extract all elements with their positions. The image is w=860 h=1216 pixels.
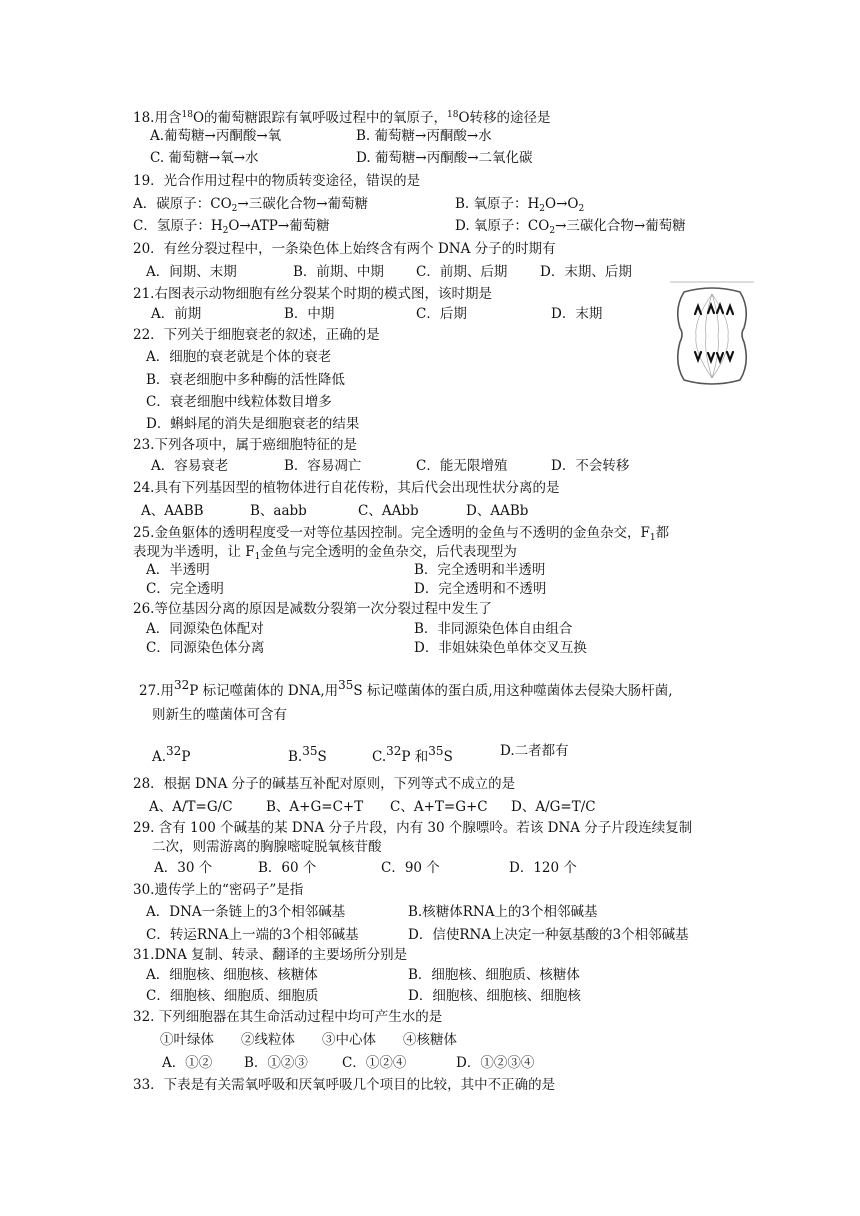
q19-option-b: B. 氧原子：$H_2O\to O_2$ xyxy=(455,196,585,214)
q21-option-d: D．末期 xyxy=(551,306,603,322)
q30-option-a: A．DNA一条链上的3个相邻碱基 xyxy=(146,904,346,920)
q31-option-c: C．细胞核、细胞质、细胞质 xyxy=(146,988,319,1004)
q29-option-d: D．120 个 xyxy=(509,860,577,876)
q28-stem: 28．根据 DNA 分子的碱基互补配对原则，下列等式不成立的是 xyxy=(133,776,516,792)
q18-option-a: A.葡萄糖→丙酮酸→氧 xyxy=(150,128,282,144)
q22-option-b: B．衰老细胞中多种酶的活性降低 xyxy=(146,372,345,388)
q19-option-c: C．氢原子：$H_2O\to ATP\to$葡萄糖 xyxy=(133,218,330,236)
q29-option-c: C．90 个 xyxy=(381,860,440,876)
q32-items: ①叶绿体 ②线粒体 ③中心体 ④核糖体 xyxy=(160,1032,457,1048)
q32-option-b: B．①②③ xyxy=(244,1055,308,1071)
q29-option-a: A．30 个 xyxy=(154,860,213,876)
q30-option-d: D．信使RNA上决定一种氨基酸的3个相邻碱基 xyxy=(408,927,689,943)
q30-option-b: B.核糖体RNA上的3个相邻碱基 xyxy=(408,904,598,920)
q20-option-c: C．前期、后期 xyxy=(416,264,508,280)
q27-option-b: B.35S xyxy=(288,744,327,765)
q18-option-c: C. 葡萄糖→氧→水 xyxy=(150,150,259,166)
cell-division-figure xyxy=(670,280,754,390)
q30-stem: 30.遗传学上的“密码子”是指 xyxy=(133,882,304,898)
q31-option-b: B．细胞核、细胞质、核糖体 xyxy=(408,967,580,983)
q31-option-a: A．细胞核、细胞核、核糖体 xyxy=(146,967,318,983)
q23-stem: 23.下列各项中，属于癌细胞特征的是 xyxy=(133,437,357,453)
q20-option-a: A．间期、末期 xyxy=(146,264,237,280)
q25-option-c: C．完全透明 xyxy=(146,581,224,597)
q24-stem: 24.具有下列基因型的植物体进行自花传粉，其后代会出现性状分离的是 xyxy=(133,480,560,496)
q29-stem-line1: 29. 含有 100 个碱基的某 DNA 分子片段，内有 30 个腺嘌呤。若该 DNA 分子片段连续复制 xyxy=(133,820,693,836)
q26-option-a: A．同源染色体配对 xyxy=(146,621,264,637)
q20-option-d: D．末期、后期 xyxy=(540,264,632,280)
q18-option-b: B. 葡萄糖→丙酮酸→水 xyxy=(356,128,492,144)
q31-option-d: D．细胞核、细胞核、细胞核 xyxy=(408,988,581,1004)
q18-stem: 18.用含$^{18}$O的葡萄糖跟踪有氧呼吸过程中的氧原子，$^{18}$O转移的途径是 xyxy=(133,110,551,126)
q32-option-c: C．①②④ xyxy=(342,1055,407,1071)
q18-option-d: D. 葡萄糖→丙酮酸→二氧化碳 xyxy=(356,150,533,166)
q26-option-d: D．非姐妹染色单体交叉互换 xyxy=(414,640,587,656)
q20-option-b: B．前期、中期 xyxy=(293,264,384,280)
q23-option-c: C．能无限增殖 xyxy=(416,458,508,474)
q25-stem-line1: 25.金鱼躯体的透明程度受一对等位基因控制。完全透明的金鱼与不透明的金鱼杂交，$F_1$都 xyxy=(133,525,670,543)
q27-option-a: A.32P xyxy=(152,744,191,765)
q21-stem: 21.右图表示动物细胞有丝分裂某个时期的模式图，该时期是 xyxy=(133,286,492,302)
q28-option-b: B、A+G=C+T xyxy=(266,799,364,815)
q26-option-c: C．同源染色体分离 xyxy=(146,640,265,656)
q22-stem: 22．下列关于细胞衰老的叙述，正确的是 xyxy=(133,327,380,343)
q25-option-b: B．完全透明和半透明 xyxy=(414,562,546,578)
q26-stem: 26.等位基因分离的原因是减数分裂第一次分裂过程中发生了 xyxy=(133,601,492,617)
q23-option-b: B．容易凋亡 xyxy=(284,458,362,474)
q21-option-b: B．中期 xyxy=(284,306,335,322)
q29-option-b: B．60 个 xyxy=(258,860,317,876)
q32-stem: 32. 下列细胞器在其生命活动过程中均可产生水的是 xyxy=(133,1009,443,1025)
q24-option-b: B、aabb xyxy=(250,503,307,519)
q33-stem: 33．下表是有关需氧呼吸和厌氧呼吸几个项目的比较，其中不正确的是 xyxy=(133,1077,556,1093)
q25-stem-line2: 表现为半透明，让 $F_1$金鱼与完全透明的金鱼杂交，后代表现型为 xyxy=(133,544,517,562)
q22-option-d: D．蝌蚪尾的消失是细胞衰老的结果 xyxy=(146,416,360,432)
q28-option-d: D、A/G=T/C xyxy=(511,799,596,815)
q27-stem-line1: 27.用32P 标记噬菌体的 DNA,用35S 标记噬菌体的蛋白质,用这种噬菌体去侵染大肠杆菌, xyxy=(139,678,673,699)
q28-option-c: C、A+T=G+C xyxy=(390,799,488,815)
q23-option-a: A．容易衰老 xyxy=(151,458,229,474)
q31-stem: 31.DNA 复制、转录、翻译的主要场所分别是 xyxy=(133,947,408,963)
q25-option-a: A．半透明 xyxy=(146,562,210,578)
q24-option-a: A、AABB xyxy=(141,503,204,519)
q30-option-c: C．转运RNA上一端的3个相邻碱基 xyxy=(146,927,359,943)
q21-option-c: C．后期 xyxy=(416,306,467,322)
q21-option-a: A．前期 xyxy=(151,306,202,322)
q28-option-a: A、A/T=G/C xyxy=(149,799,233,815)
q32-option-d: D．①②③④ xyxy=(456,1055,535,1071)
q20-stem: 20．有丝分裂过程中，一条染色体上始终含有两个 DNA 分子的时期有 xyxy=(133,241,556,257)
q27-option-c: C.32P 和35S xyxy=(372,744,453,765)
q22-option-a: A．细胞的衰老就是个体的衰老 xyxy=(146,349,332,365)
q24-option-c: C、AAbb xyxy=(358,503,419,519)
q19-option-a: A．碳原子：$CO_2\to$三碳化合物→葡萄糖 xyxy=(133,196,369,214)
q32-option-a: A．①② xyxy=(162,1055,213,1071)
q22-option-c: C．衰老细胞中线粒体数目增多 xyxy=(146,394,332,410)
q19-option-d: D. 氧原子：$CO_2\to$三碳化合物→葡萄糖 xyxy=(455,218,686,236)
q23-option-d: D．不会转移 xyxy=(551,458,630,474)
q29-stem-line2: 二次，则需游离的胸腺嘧啶脱氧核苷酸 xyxy=(152,839,382,855)
q27-stem-line2: 则新生的噬菌体可含有 xyxy=(152,707,287,723)
q27-option-d: D.二者都有 xyxy=(500,743,569,759)
q26-option-b: B．非同源染色体自由组合 xyxy=(414,621,573,637)
q19-stem: 19．光合作用过程中的物质转变途径，错误的是 xyxy=(133,173,421,189)
q25-option-d: D．完全透明和不透明 xyxy=(414,581,547,597)
q24-option-d: D、AABb xyxy=(466,503,529,519)
